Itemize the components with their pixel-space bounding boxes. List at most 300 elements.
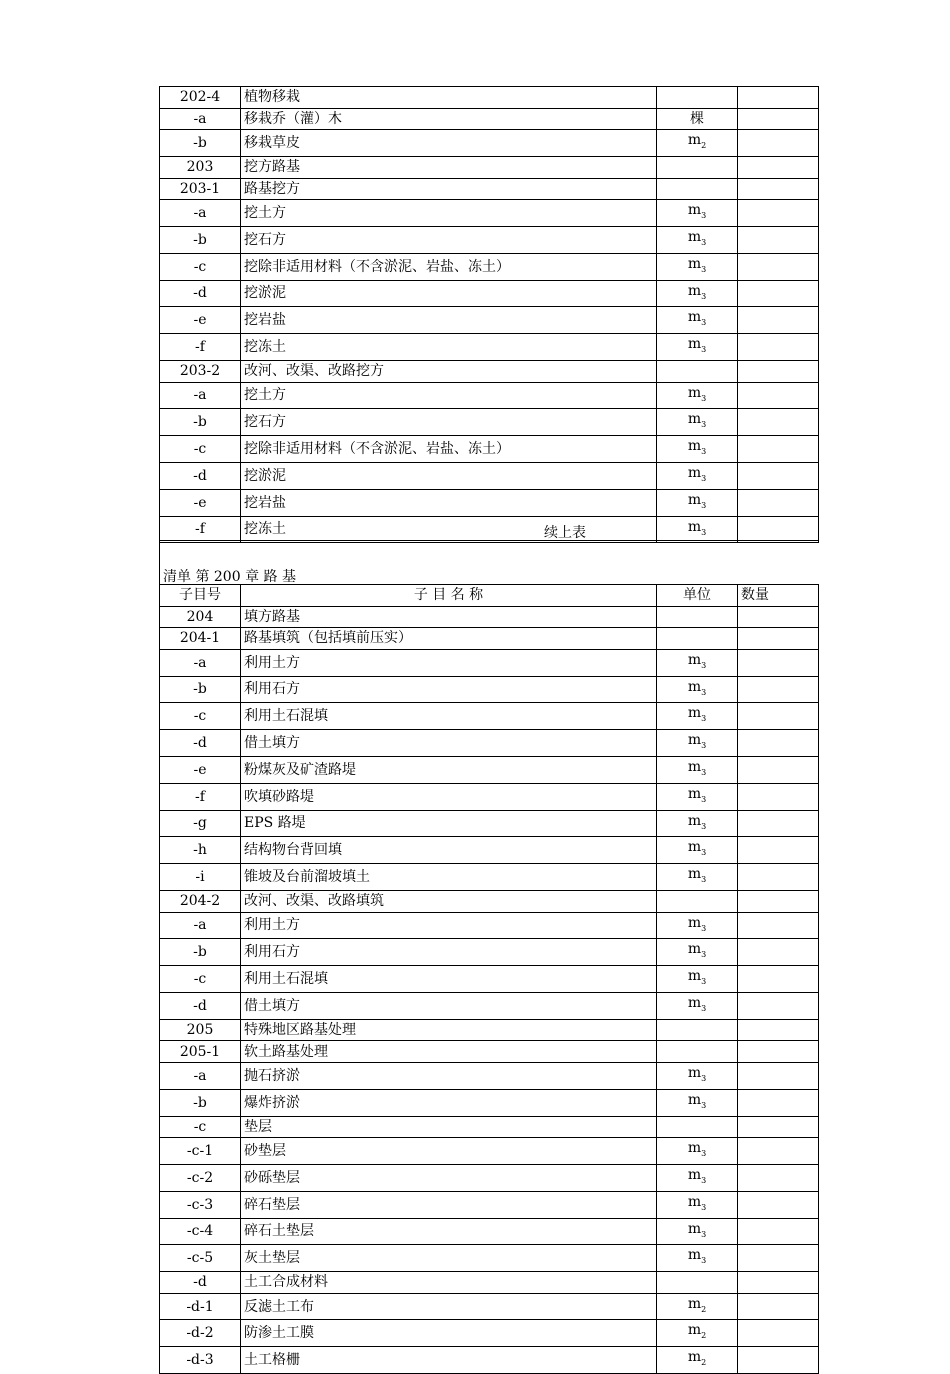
item-name: 挖石方 bbox=[241, 409, 657, 436]
unit-exponent: 3 bbox=[701, 291, 707, 301]
item-qty bbox=[738, 253, 819, 280]
item-unit bbox=[657, 810, 738, 837]
item-name: 利用石方 bbox=[241, 939, 657, 966]
unit-base: m bbox=[687, 1091, 702, 1108]
item-unit bbox=[657, 130, 738, 157]
item-unit bbox=[657, 756, 738, 783]
table-row bbox=[160, 1138, 819, 1165]
unit-exponent: 2 bbox=[701, 1358, 707, 1368]
item-unit bbox=[657, 783, 738, 810]
item-code: 204 bbox=[160, 606, 241, 628]
unit-base: m bbox=[687, 1064, 702, 1081]
table-row bbox=[160, 280, 819, 307]
table-row bbox=[160, 1272, 819, 1294]
unit-base: m bbox=[687, 438, 702, 455]
table-row bbox=[160, 992, 819, 1019]
table-row bbox=[160, 1293, 819, 1320]
unit-exponent: 3 bbox=[701, 1229, 707, 1239]
table2-body bbox=[160, 606, 819, 1373]
item-code: -c bbox=[160, 253, 241, 280]
item-name: 碎石土垫层 bbox=[241, 1218, 657, 1245]
item-name: 利用土方 bbox=[241, 649, 657, 676]
item-qty bbox=[738, 1245, 819, 1272]
item-name: 填方路基 bbox=[241, 606, 657, 628]
unit-base: m bbox=[687, 651, 702, 668]
item-code: -b bbox=[160, 939, 241, 966]
item-code: -c-2 bbox=[160, 1164, 241, 1191]
item-code: -a bbox=[160, 108, 241, 130]
item-code: -c-5 bbox=[160, 1245, 241, 1272]
item-qty bbox=[738, 966, 819, 993]
unit-exponent: 2 bbox=[701, 1331, 707, 1341]
unit-base: m bbox=[687, 994, 702, 1011]
table-row bbox=[160, 939, 819, 966]
unit-exponent: 3 bbox=[701, 1202, 707, 1212]
item-name: 灰土垫层 bbox=[241, 1245, 657, 1272]
item-name: 移栽乔（灌）木 bbox=[241, 108, 657, 130]
item-unit bbox=[657, 1218, 738, 1245]
item-code: -a bbox=[160, 1062, 241, 1089]
item-qty bbox=[738, 436, 819, 463]
item-unit bbox=[657, 280, 738, 307]
item-name: 利用土石混填 bbox=[241, 703, 657, 730]
table-row bbox=[160, 462, 819, 489]
item-qty bbox=[738, 649, 819, 676]
unit-base: m bbox=[687, 732, 702, 749]
unit-exponent: 3 bbox=[701, 1100, 707, 1110]
table-row bbox=[160, 1218, 819, 1245]
item-qty bbox=[738, 783, 819, 810]
item-name: 特殊地区路基处理 bbox=[241, 1019, 657, 1041]
item-code: -e bbox=[160, 307, 241, 334]
item-qty bbox=[738, 837, 819, 864]
item-name: EPS 路堤 bbox=[241, 810, 657, 837]
unit-base: m bbox=[687, 1166, 702, 1183]
unit-base: m bbox=[687, 336, 702, 353]
item-qty bbox=[738, 1089, 819, 1116]
item-qty bbox=[738, 912, 819, 939]
unit-base: m bbox=[687, 1220, 702, 1237]
table-row bbox=[160, 436, 819, 463]
item-code: -d bbox=[160, 992, 241, 1019]
unit-base: m bbox=[687, 866, 702, 883]
item-unit bbox=[657, 87, 738, 109]
item-unit bbox=[657, 178, 738, 200]
item-name: 借土填方 bbox=[241, 992, 657, 1019]
unit-exponent: 3 bbox=[701, 821, 707, 831]
item-unit bbox=[657, 382, 738, 409]
item-name: 移栽草皮 bbox=[241, 130, 657, 157]
item-qty bbox=[738, 108, 819, 130]
unit-base: m bbox=[687, 839, 702, 856]
unit-base: m bbox=[687, 464, 702, 481]
table-row bbox=[160, 810, 819, 837]
unit-exponent: 3 bbox=[701, 874, 707, 884]
table-row bbox=[160, 156, 819, 178]
item-qty bbox=[738, 703, 819, 730]
item-qty bbox=[738, 1062, 819, 1089]
header-unit: 单位 bbox=[657, 585, 738, 607]
item-name: 碎石垫层 bbox=[241, 1191, 657, 1218]
table-row bbox=[160, 1164, 819, 1191]
item-code: 205 bbox=[160, 1019, 241, 1041]
item-unit bbox=[657, 837, 738, 864]
item-code: -e bbox=[160, 756, 241, 783]
item-qty bbox=[738, 606, 819, 628]
item-name: 抛石挤淤 bbox=[241, 1062, 657, 1089]
table-row bbox=[160, 253, 819, 280]
item-name: 路基填筑（包括填前压实） bbox=[241, 628, 657, 650]
table-row bbox=[160, 87, 819, 109]
item-unit bbox=[657, 1347, 738, 1374]
item-unit bbox=[657, 912, 738, 939]
table-row bbox=[160, 1019, 819, 1041]
table-row bbox=[160, 1347, 819, 1374]
item-code: 203-2 bbox=[160, 360, 241, 382]
item-code: -b bbox=[160, 1089, 241, 1116]
unit-base: m bbox=[687, 968, 702, 985]
item-name: 利用土方 bbox=[241, 912, 657, 939]
item-code: -a bbox=[160, 382, 241, 409]
unit-base: m bbox=[687, 282, 702, 299]
item-unit bbox=[657, 1041, 738, 1063]
unit-exponent: 3 bbox=[701, 848, 707, 858]
item-code: -c-3 bbox=[160, 1191, 241, 1218]
table-row bbox=[160, 178, 819, 200]
item-qty bbox=[738, 1320, 819, 1347]
item-name: 改河、改渠、改路填筑 bbox=[241, 890, 657, 912]
item-name: 挖方路基 bbox=[241, 156, 657, 178]
unit-base: m bbox=[687, 202, 702, 219]
item-unit bbox=[657, 1062, 738, 1089]
table-row bbox=[160, 226, 819, 253]
item-name: 挖冻土 bbox=[241, 334, 657, 361]
unit-base: m bbox=[687, 411, 702, 428]
item-name: 路基挖方 bbox=[241, 178, 657, 200]
unit-base: 棵 bbox=[690, 110, 704, 127]
table-row bbox=[160, 307, 819, 334]
item-code: -a bbox=[160, 912, 241, 939]
item-code: -d-3 bbox=[160, 1347, 241, 1374]
table-row bbox=[160, 1041, 819, 1063]
table-row bbox=[160, 730, 819, 757]
item-unit bbox=[657, 1191, 738, 1218]
item-name: 挖土方 bbox=[241, 382, 657, 409]
table-row bbox=[160, 130, 819, 157]
table-row bbox=[160, 360, 819, 382]
table-row bbox=[160, 382, 819, 409]
item-unit bbox=[657, 890, 738, 912]
table-row bbox=[160, 864, 819, 891]
item-qty bbox=[738, 489, 819, 516]
item-name: 挖岩盐 bbox=[241, 489, 657, 516]
unit-base: m bbox=[687, 384, 702, 401]
item-qty bbox=[738, 178, 819, 200]
unit-base: m bbox=[687, 914, 702, 931]
unit-exponent: 3 bbox=[701, 420, 707, 430]
item-code: -d-1 bbox=[160, 1293, 241, 1320]
table1-body bbox=[160, 87, 819, 543]
item-code: -d bbox=[160, 1272, 241, 1294]
item-qty bbox=[738, 1164, 819, 1191]
table-row bbox=[160, 1245, 819, 1272]
table-row bbox=[160, 489, 819, 516]
item-code: -a bbox=[160, 200, 241, 227]
unit-exponent: 3 bbox=[701, 923, 707, 933]
unit-exponent: 3 bbox=[701, 1175, 707, 1185]
item-code: -h bbox=[160, 837, 241, 864]
item-name: 爆炸挤淤 bbox=[241, 1089, 657, 1116]
item-unit bbox=[657, 1164, 738, 1191]
unit-base: m bbox=[687, 1247, 702, 1264]
item-code: 205-1 bbox=[160, 1041, 241, 1063]
table-row bbox=[160, 1191, 819, 1218]
item-qty bbox=[738, 1272, 819, 1294]
item-unit bbox=[657, 1320, 738, 1347]
table-row bbox=[160, 1320, 819, 1347]
table-row bbox=[160, 649, 819, 676]
item-code: -f bbox=[160, 516, 241, 543]
item-qty bbox=[738, 1116, 819, 1138]
table-row bbox=[160, 783, 819, 810]
item-name: 挖冻土 bbox=[241, 516, 657, 543]
item-qty bbox=[738, 939, 819, 966]
item-code: 203 bbox=[160, 156, 241, 178]
table-row bbox=[160, 756, 819, 783]
bill-table-part2 bbox=[159, 584, 819, 1374]
item-name: 挖石方 bbox=[241, 226, 657, 253]
item-code: -b bbox=[160, 226, 241, 253]
item-name: 土工合成材料 bbox=[241, 1272, 657, 1294]
item-name: 结构物台背回填 bbox=[241, 837, 657, 864]
item-code: -f bbox=[160, 783, 241, 810]
item-qty bbox=[738, 226, 819, 253]
unit-exponent: 3 bbox=[701, 1003, 707, 1013]
item-qty bbox=[738, 992, 819, 1019]
table-row bbox=[160, 108, 819, 130]
table-row bbox=[160, 606, 819, 628]
item-unit bbox=[657, 606, 738, 628]
item-qty bbox=[738, 1293, 819, 1320]
table-row bbox=[160, 837, 819, 864]
item-code: -d bbox=[160, 462, 241, 489]
item-code: -b bbox=[160, 409, 241, 436]
item-name: 垫层 bbox=[241, 1116, 657, 1138]
unit-exponent: 3 bbox=[701, 318, 707, 328]
unit-base: m bbox=[687, 1322, 702, 1339]
unit-exponent: 3 bbox=[701, 950, 707, 960]
item-unit bbox=[657, 1293, 738, 1320]
item-unit bbox=[657, 730, 738, 757]
unit-exponent: 3 bbox=[701, 1073, 707, 1083]
item-unit bbox=[657, 462, 738, 489]
item-unit bbox=[657, 226, 738, 253]
item-unit bbox=[657, 992, 738, 1019]
item-code: -a bbox=[160, 649, 241, 676]
item-unit bbox=[657, 939, 738, 966]
item-qty bbox=[738, 130, 819, 157]
item-unit bbox=[657, 334, 738, 361]
item-unit bbox=[657, 1019, 738, 1041]
item-qty bbox=[738, 864, 819, 891]
unit-exponent: 3 bbox=[701, 527, 707, 537]
item-unit bbox=[657, 703, 738, 730]
unit-exponent: 3 bbox=[701, 344, 707, 354]
item-qty bbox=[738, 1041, 819, 1063]
item-name: 砂垫层 bbox=[241, 1138, 657, 1165]
item-qty bbox=[738, 382, 819, 409]
item-name: 借土填方 bbox=[241, 730, 657, 757]
unit-exponent: 3 bbox=[701, 1148, 707, 1158]
item-unit bbox=[657, 1245, 738, 1272]
item-name: 防渗土工膜 bbox=[241, 1320, 657, 1347]
item-unit bbox=[657, 436, 738, 463]
item-name: 吹填砂路堤 bbox=[241, 783, 657, 810]
item-qty bbox=[738, 810, 819, 837]
item-unit bbox=[657, 409, 738, 436]
unit-exponent: 3 bbox=[701, 714, 707, 724]
unit-exponent: 2 bbox=[701, 1304, 707, 1314]
item-qty bbox=[738, 360, 819, 382]
item-name: 粉煤灰及矿渣路堤 bbox=[241, 756, 657, 783]
item-qty bbox=[738, 1218, 819, 1245]
item-qty bbox=[738, 890, 819, 912]
unit-base: m bbox=[687, 1349, 702, 1366]
table2-title: 清单 第 200 章 路 基 bbox=[163, 569, 296, 585]
unit-exponent: 2 bbox=[701, 140, 707, 150]
item-qty bbox=[738, 628, 819, 650]
unit-base: m bbox=[687, 812, 702, 829]
item-code: -c bbox=[160, 436, 241, 463]
table-row bbox=[160, 1116, 819, 1138]
unit-base: m bbox=[687, 1140, 702, 1157]
item-name: 挖除非适用材料（不含淤泥、岩盐、冻土） bbox=[241, 253, 657, 280]
table-row bbox=[160, 409, 819, 436]
item-name: 改河、改渠、改路挖方 bbox=[241, 360, 657, 382]
unit-base: m bbox=[687, 491, 702, 508]
item-code: -e bbox=[160, 489, 241, 516]
item-name: 挖淤泥 bbox=[241, 280, 657, 307]
item-unit bbox=[657, 516, 738, 543]
unit-exponent: 3 bbox=[701, 473, 707, 483]
item-name: 砂砾垫层 bbox=[241, 1164, 657, 1191]
table-row bbox=[160, 200, 819, 227]
item-unit bbox=[657, 628, 738, 650]
unit-base: m bbox=[687, 228, 702, 245]
item-name: 利用土石混填 bbox=[241, 966, 657, 993]
unit-exponent: 3 bbox=[701, 976, 707, 986]
item-unit bbox=[657, 200, 738, 227]
table-header-row bbox=[160, 585, 819, 607]
item-qty bbox=[738, 1347, 819, 1374]
item-code: 204-1 bbox=[160, 628, 241, 650]
item-name: 软土路基处理 bbox=[241, 1041, 657, 1063]
unit-exponent: 3 bbox=[701, 500, 707, 510]
item-code: -c-1 bbox=[160, 1138, 241, 1165]
unit-base: m bbox=[687, 1193, 702, 1210]
item-unit bbox=[657, 649, 738, 676]
item-unit bbox=[657, 676, 738, 703]
item-code: 204-2 bbox=[160, 890, 241, 912]
table-row bbox=[160, 703, 819, 730]
item-qty bbox=[738, 280, 819, 307]
header-qty: 数量 bbox=[738, 585, 819, 607]
item-unit bbox=[657, 156, 738, 178]
unit-exponent: 3 bbox=[701, 1256, 707, 1266]
item-code: -f bbox=[160, 334, 241, 361]
item-code: -d-2 bbox=[160, 1320, 241, 1347]
unit-base: m bbox=[687, 309, 702, 326]
unit-exponent: 3 bbox=[701, 687, 707, 697]
item-unit bbox=[657, 253, 738, 280]
item-name: 挖土方 bbox=[241, 200, 657, 227]
unit-base: m bbox=[687, 1295, 702, 1312]
unit-exponent: 3 bbox=[701, 210, 707, 220]
item-name: 利用石方 bbox=[241, 676, 657, 703]
item-qty bbox=[738, 87, 819, 109]
unit-exponent: 3 bbox=[701, 794, 707, 804]
header-name: 子 目 名 称 bbox=[241, 585, 657, 607]
item-qty bbox=[738, 409, 819, 436]
item-name: 锥坡及台前溜坡填土 bbox=[241, 864, 657, 891]
item-code: -c bbox=[160, 703, 241, 730]
table-row bbox=[160, 890, 819, 912]
item-code: -d bbox=[160, 280, 241, 307]
item-unit bbox=[657, 108, 738, 130]
unit-base: m bbox=[687, 678, 702, 695]
item-unit bbox=[657, 966, 738, 993]
table-row bbox=[160, 912, 819, 939]
item-qty bbox=[738, 730, 819, 757]
unit-exponent: 3 bbox=[701, 237, 707, 247]
table-row bbox=[160, 966, 819, 993]
unit-base: m bbox=[687, 255, 702, 272]
item-qty bbox=[738, 1191, 819, 1218]
item-code: -c-4 bbox=[160, 1218, 241, 1245]
unit-base: m bbox=[687, 518, 702, 535]
unit-exponent: 3 bbox=[701, 767, 707, 777]
continuation-label: 续上表 bbox=[544, 525, 586, 541]
item-qty bbox=[738, 334, 819, 361]
item-unit bbox=[657, 1272, 738, 1294]
header-code: 子目号 bbox=[160, 585, 241, 607]
table-row bbox=[160, 628, 819, 650]
unit-exponent: 3 bbox=[701, 393, 707, 403]
item-code: -b bbox=[160, 676, 241, 703]
table-row bbox=[160, 1089, 819, 1116]
item-name: 土工格栅 bbox=[241, 1347, 657, 1374]
item-qty bbox=[738, 1138, 819, 1165]
unit-base: m bbox=[687, 132, 702, 149]
item-code: 203-1 bbox=[160, 178, 241, 200]
item-code: -c bbox=[160, 966, 241, 993]
item-code: -i bbox=[160, 864, 241, 891]
item-code: -g bbox=[160, 810, 241, 837]
item-code: -d bbox=[160, 730, 241, 757]
unit-base: m bbox=[687, 705, 702, 722]
table-row bbox=[160, 676, 819, 703]
item-qty bbox=[738, 307, 819, 334]
item-qty bbox=[738, 1019, 819, 1041]
unit-exponent: 3 bbox=[701, 446, 707, 456]
item-qty bbox=[738, 756, 819, 783]
item-unit bbox=[657, 1138, 738, 1165]
item-unit bbox=[657, 1089, 738, 1116]
item-name: 挖淤泥 bbox=[241, 462, 657, 489]
item-qty bbox=[738, 462, 819, 489]
table-row bbox=[160, 334, 819, 361]
item-qty bbox=[738, 200, 819, 227]
